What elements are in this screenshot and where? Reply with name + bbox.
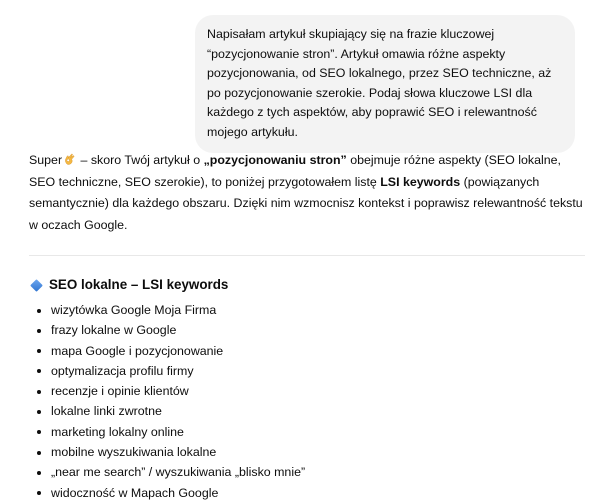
list-item: mapa Google i pozycjonowanie bbox=[29, 341, 585, 361]
user-message-bubble bbox=[195, 15, 575, 153]
list-item: optymalizacja profilu firmy bbox=[29, 361, 585, 381]
assistant-intro-paragraph bbox=[29, 150, 585, 236]
list-item: mobilne wyszukiwania lokalne bbox=[29, 442, 585, 462]
blue-diamond-icon bbox=[30, 279, 43, 292]
list-item: wizytówka Google Moja Firma bbox=[29, 300, 585, 320]
ok-hand-emoji-icon bbox=[64, 153, 75, 165]
intro-bold-keyword: „pozycjonowaniu stron” bbox=[203, 153, 347, 167]
list-item: „near me search” / wyszukiwania „blisko mnie” bbox=[29, 462, 585, 482]
keyword-list bbox=[29, 300, 585, 503]
intro-bold-lsi: LSI keywords bbox=[380, 174, 461, 189]
list-item: recenzje i opinie klientów bbox=[29, 381, 585, 401]
intro-text-3: obejmuje różne aspekty (SEO lokalne, SEO techniczne, SEO szerokie), to poniżej przygotowałem listę bbox=[29, 153, 561, 189]
user-message-text: Napisałam artykuł skupiający się na frazie kluczowej “pozycjonowanie stron”. Artykuł omawia różne aspekty pozycjonowania, od SEO lokalnego, przez SEO techniczne, aż po pozycjonowanie szerokie. Podaj słowa kluczowe LSI dla każdego z tych aspektów, aby poprawić SEO i relewantność mojego artykułu. bbox=[207, 27, 552, 139]
section-divider bbox=[29, 255, 585, 256]
list-item: widoczność w Mapach Google bbox=[29, 483, 585, 503]
list-item: marketing lokalny online bbox=[29, 422, 585, 442]
section-seo-lokalne bbox=[29, 276, 585, 503]
assistant-message bbox=[29, 150, 585, 503]
list-item: lokalne linki zwrotne bbox=[29, 401, 585, 421]
intro-text-4: (powiązanych semantycznie) dla każdego obszaru. Dzięki nim wzmocnisz kontekst i poprawisz relewantność tekstu w oczach Google. bbox=[29, 174, 583, 232]
section-heading-text: SEO lokalne – LSI keywords bbox=[49, 277, 229, 292]
intro-text-2: – skoro Twój artykuł o bbox=[77, 153, 204, 167]
intro-text-start: Super bbox=[29, 153, 63, 167]
list-item: frazy lokalne w Google bbox=[29, 320, 585, 340]
section-heading bbox=[29, 276, 585, 294]
